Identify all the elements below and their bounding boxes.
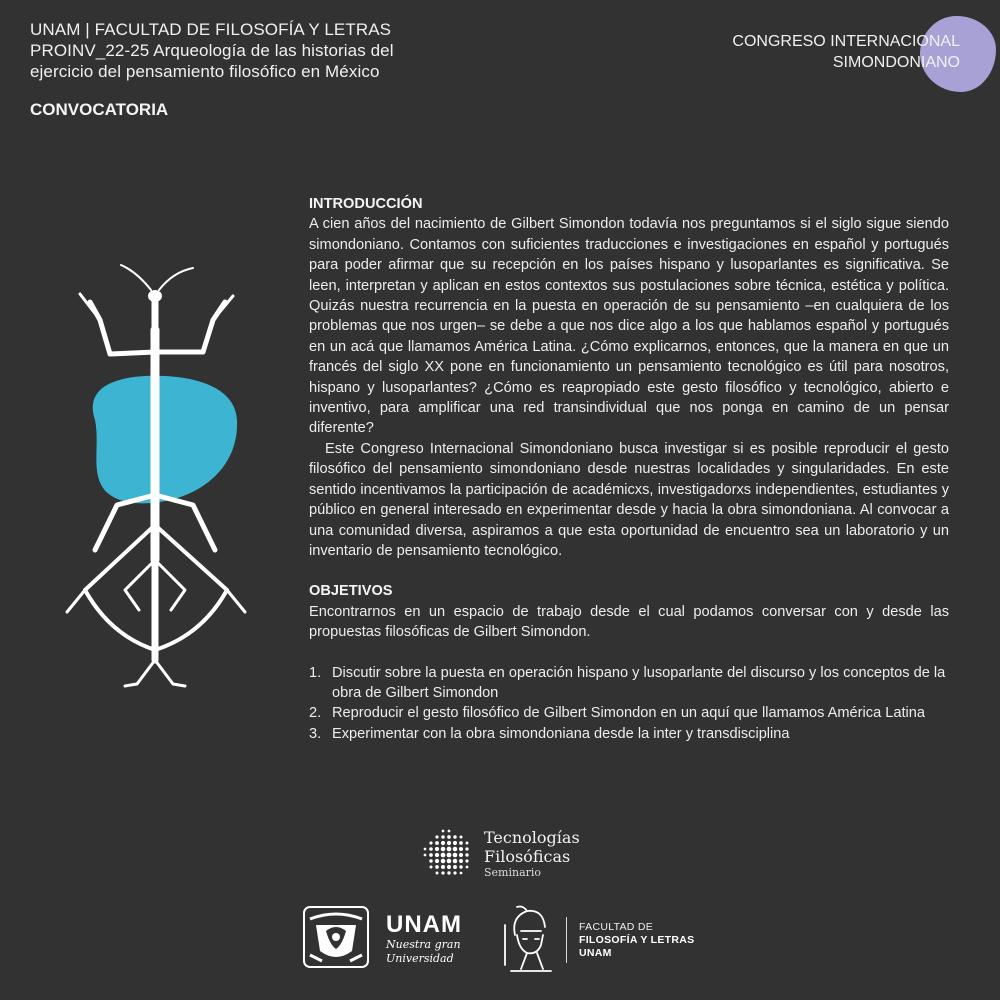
list-item-number: 2. bbox=[309, 705, 322, 722]
sphere-dot bbox=[429, 847, 433, 851]
footer-logos bbox=[302, 905, 722, 975]
stick-insect-illustration bbox=[55, 260, 255, 700]
ffyl-wordmark bbox=[579, 921, 694, 960]
sphere-dot bbox=[453, 835, 456, 838]
sphere-dot bbox=[447, 841, 451, 845]
sphere-dot bbox=[435, 853, 439, 857]
ffyl-line-1: FACULTAD DE bbox=[579, 921, 654, 933]
dot-sphere-icon bbox=[420, 826, 476, 882]
objetivos-list bbox=[309, 663, 949, 745]
sphere-dot bbox=[459, 847, 463, 851]
sphere-dot bbox=[465, 853, 468, 856]
sphere-dot bbox=[441, 859, 446, 864]
objetivos-intro: Encontrarnos en un espacio de trabajo desde el cual podamos conversar con y desde las propuestas filosóficas de Gilbert Simondon. bbox=[309, 603, 949, 641]
unam-name: UNAM bbox=[386, 911, 462, 938]
sphere-dot bbox=[460, 872, 463, 875]
sphere-dot bbox=[453, 859, 457, 863]
sphere-dot bbox=[441, 835, 445, 839]
sphere-dot bbox=[459, 835, 462, 838]
sphere-dot bbox=[441, 847, 446, 852]
event-title-line-1: CONGRESO INTERNACIONAL bbox=[732, 33, 960, 50]
sphere-dot bbox=[441, 865, 445, 869]
header-line-2: PROINV_22-25 Arqueología de las historias del bbox=[30, 41, 394, 60]
sphere-dot bbox=[447, 835, 451, 839]
introduccion-paragraph-1: A cien años del nacimiento de Gilbert Simondon todavía nos preguntamos si el siglo sigue siendo simondoniano. Contamos con suficientes traducciones e investigaciones en español y portugués para poder afirmar que su recepción en los países hispano y lusoparlantes es significativa. Se leen, interpretan y aplican en estos contextos sus postulaciones sobre técnica, estética y política. Quizás nuestra recurrencia en la puesta en operación de su pensamiento –en cualquiera de los problemas que nos urgen– se debe a que nos dice algo a los que hablamos español y portugués en un acá que llamamos América Latina. ¿Cómo explicarnos, entonces, que la manera en que un francés del siglo XX pone en funcionamiento un pensamiento tecnológico es útil para nosotros, hispano y lusoparlantes? ¿Cómo es reapropiado este gesto filosófico y tecnológico, abierto e inventivo, para amplificar una red transindividual que nos ponga en camino de un pensar diferente? bbox=[309, 216, 949, 437]
seminar-subtitle: Seminario bbox=[484, 866, 542, 879]
ffyl-line-2: FILOSOFÍA Y LETRAS bbox=[579, 934, 695, 946]
list-item-number: 3. bbox=[309, 725, 322, 742]
sphere-dot bbox=[459, 859, 463, 863]
unam-motto-line-2: Universidad bbox=[386, 952, 454, 965]
sphere-dot bbox=[447, 853, 452, 858]
sphere-dot bbox=[453, 853, 458, 858]
sphere-dot bbox=[436, 872, 439, 875]
header-line-1: UNAM | FACULTAD DE FILOSOFÍA Y LETRAS bbox=[30, 20, 392, 39]
seminar-name-line-2: Filosóficas bbox=[484, 847, 571, 866]
sphere-dot bbox=[453, 841, 457, 845]
sphere-dot bbox=[447, 871, 450, 874]
sphere-dot bbox=[447, 859, 452, 864]
sphere-dot bbox=[435, 847, 439, 851]
list-item-text: Experimentar con la obra simondoniana desde la inter y transdisciplina bbox=[332, 725, 790, 742]
list-item-text: Reproducir el gesto filosófico de Gilbert Simondon en un aquí que llamamos América Latina bbox=[332, 705, 925, 722]
sphere-dot bbox=[466, 866, 469, 869]
sphere-dot bbox=[424, 848, 427, 851]
sphere-dot bbox=[429, 865, 432, 868]
sphere-dot bbox=[441, 853, 446, 858]
main-content bbox=[309, 194, 949, 744]
header-line-3: ejercicio del pensamiento filosófico en México bbox=[30, 62, 380, 81]
sphere-dot bbox=[466, 842, 469, 845]
sphere-dot bbox=[453, 847, 458, 852]
unam-motto-line-1: Nuestra gran bbox=[386, 938, 461, 951]
introduccion-paragraph-2: Este Congreso Internacional Simondoniano busca investigar si es posible reproducir el gesto filosófico del pensamiento simondoniano desde nuestras localidades y singularidades. En este sentido incentivamos la participación de académicxs, investigadorxs independientes, estudiantes y público en general interesado en experimentar desde y hacia la obra simondoniana. Al convocar a una comunidad diversa, aspiramos a que esta oportunidad de encuentro sea un laboratorio y un inventario de pensamiento tecnológico. bbox=[309, 440, 949, 559]
sphere-dot bbox=[447, 847, 452, 852]
sphere-dot bbox=[459, 841, 463, 845]
sphere-dot bbox=[429, 841, 432, 844]
objetivos-title: OBJETIVOS bbox=[309, 583, 393, 600]
seminar-logo bbox=[420, 826, 580, 882]
header-institution bbox=[30, 19, 470, 82]
sphere-dot bbox=[453, 871, 456, 874]
event-title bbox=[732, 31, 960, 73]
sphere-dot bbox=[441, 871, 444, 874]
sphere-dot bbox=[424, 854, 427, 857]
sphere-dot bbox=[465, 859, 468, 862]
convocatoria-label: CONVOCATORIA bbox=[30, 100, 169, 119]
sphere-dot bbox=[459, 865, 462, 868]
event-title-line-2: SIMONDONIANO bbox=[832, 54, 960, 71]
list-item bbox=[309, 724, 949, 744]
sphere-dot bbox=[459, 853, 463, 857]
list-item bbox=[309, 703, 949, 723]
seminar-name-line-1: Tecnologías bbox=[484, 828, 580, 847]
sphere-dot bbox=[435, 841, 439, 845]
unam-seal-icon bbox=[302, 905, 370, 969]
sphere-dot bbox=[441, 841, 445, 845]
athena-head-icon bbox=[497, 905, 557, 975]
list-item-text: Discutir sobre la puesta en operación hispano y lusoparlante del discurso y los conceptos de la obra de Gilbert Simondon bbox=[332, 664, 946, 701]
list-item bbox=[309, 663, 949, 704]
list-item-number: 1. bbox=[309, 664, 322, 681]
ffyl-line-3: UNAM bbox=[579, 947, 612, 959]
sphere-dot bbox=[435, 865, 439, 869]
ffyl-divider bbox=[566, 917, 567, 963]
sphere-dot bbox=[453, 865, 457, 869]
sphere-dot bbox=[465, 847, 468, 850]
sphere-dot bbox=[447, 865, 451, 869]
unam-wordmark bbox=[386, 913, 462, 965]
blue-blob-decoration bbox=[93, 376, 237, 504]
sphere-dot bbox=[442, 830, 445, 833]
sphere-dot bbox=[448, 830, 451, 833]
introduccion-title: INTRODUCCIÓN bbox=[309, 196, 423, 212]
sphere-dot bbox=[429, 859, 432, 862]
sphere-dot bbox=[429, 853, 433, 857]
sphere-dot bbox=[435, 835, 438, 838]
sphere-dot bbox=[435, 859, 439, 863]
